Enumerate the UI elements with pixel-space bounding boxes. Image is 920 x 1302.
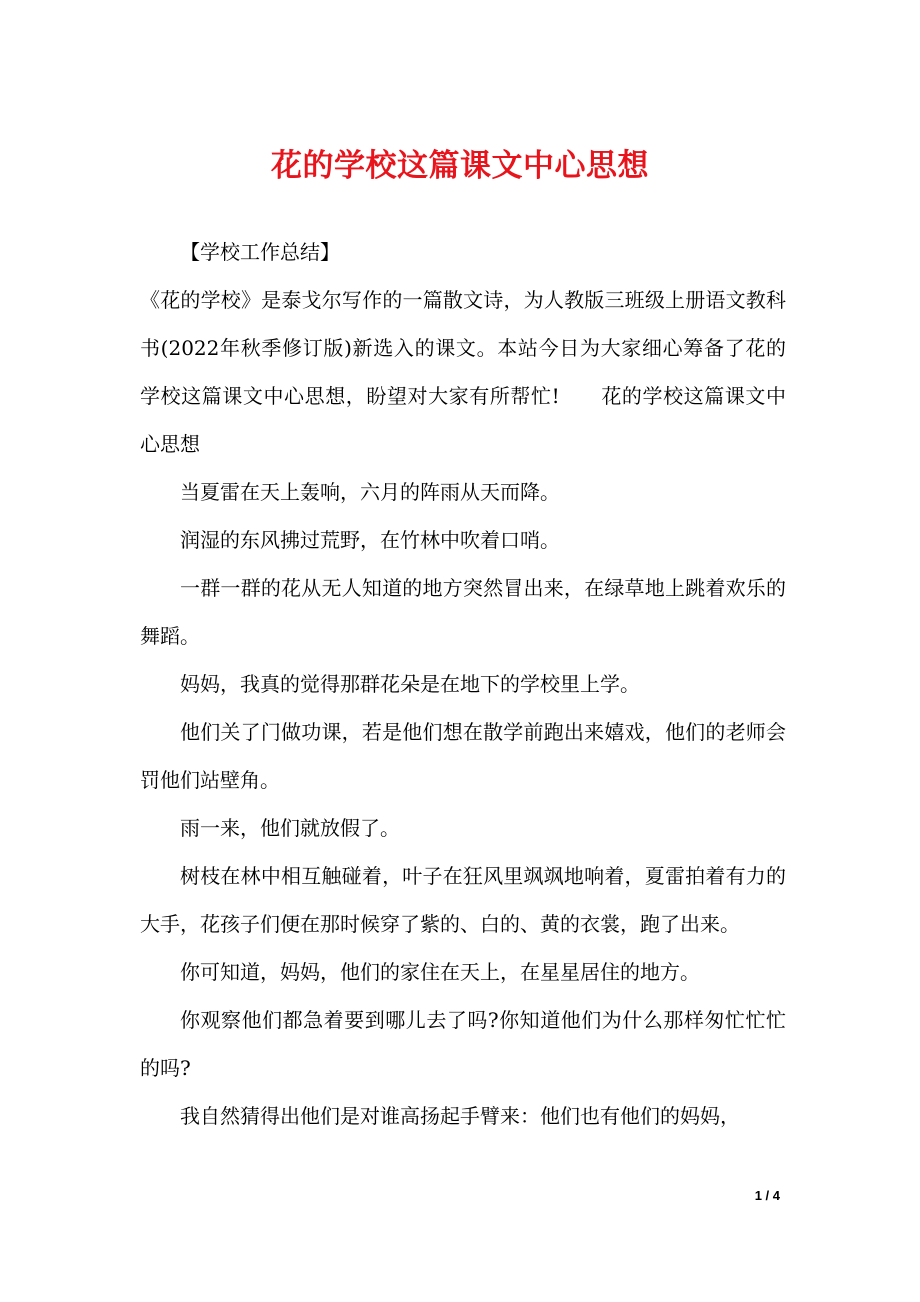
paragraph: 他们关了门做功课，若是他们想在散学前跑出来嬉戏，他们的老师会罚他们站壁角。 bbox=[140, 720, 786, 792]
document-title: 花的学校这篇课文中心思想 bbox=[271, 148, 649, 184]
paragraph: 【学校工作总结】 bbox=[180, 240, 340, 264]
paragraph: 树枝在林中相互触碰着，叶子在狂风里飒飒地响着，夏雷拍着有力的大手，花孩子们便在那时候穿了紫的、白的、黄的衣裳，跑了出来。 bbox=[140, 864, 786, 936]
page-number: 1 / 4 bbox=[754, 1188, 780, 1203]
paragraph: 我自然猜得出他们是对谁高扬起手臂来：他们也有他们的妈妈， bbox=[180, 1104, 740, 1128]
paragraph: 雨一来，他们就放假了。 bbox=[180, 816, 400, 840]
paragraph: 《花的学校》是泰戈尔写作的一篇散文诗，为人教版三班级上册语文教科书(2022年秋季修订版)新选入的课文。本站今日为大家细心筹备了花的学校这篇课文中心思想，盼望对大家有所帮忙! 花的学校这篇课文中心思想 bbox=[140, 288, 786, 456]
document-body bbox=[140, 228, 786, 1140]
paragraph: 你观察他们都急着要到哪儿去了吗?你知道他们为什么那样匆忙忙忙的吗? bbox=[140, 1008, 786, 1080]
paragraph: 润湿的东风拂过荒野，在竹林中吹着口哨。 bbox=[180, 528, 560, 552]
paragraph: 当夏雷在天上轰响，六月的阵雨从天而降。 bbox=[180, 480, 560, 504]
paragraph: 一群一群的花从无人知道的地方突然冒出来，在绿草地上跳着欢乐的舞蹈。 bbox=[140, 576, 786, 648]
paragraph: 妈妈，我真的觉得那群花朵是在地下的学校里上学。 bbox=[180, 672, 640, 696]
paragraph: 你可知道，妈妈，他们的家住在天上，在星星居住的地方。 bbox=[180, 960, 700, 984]
